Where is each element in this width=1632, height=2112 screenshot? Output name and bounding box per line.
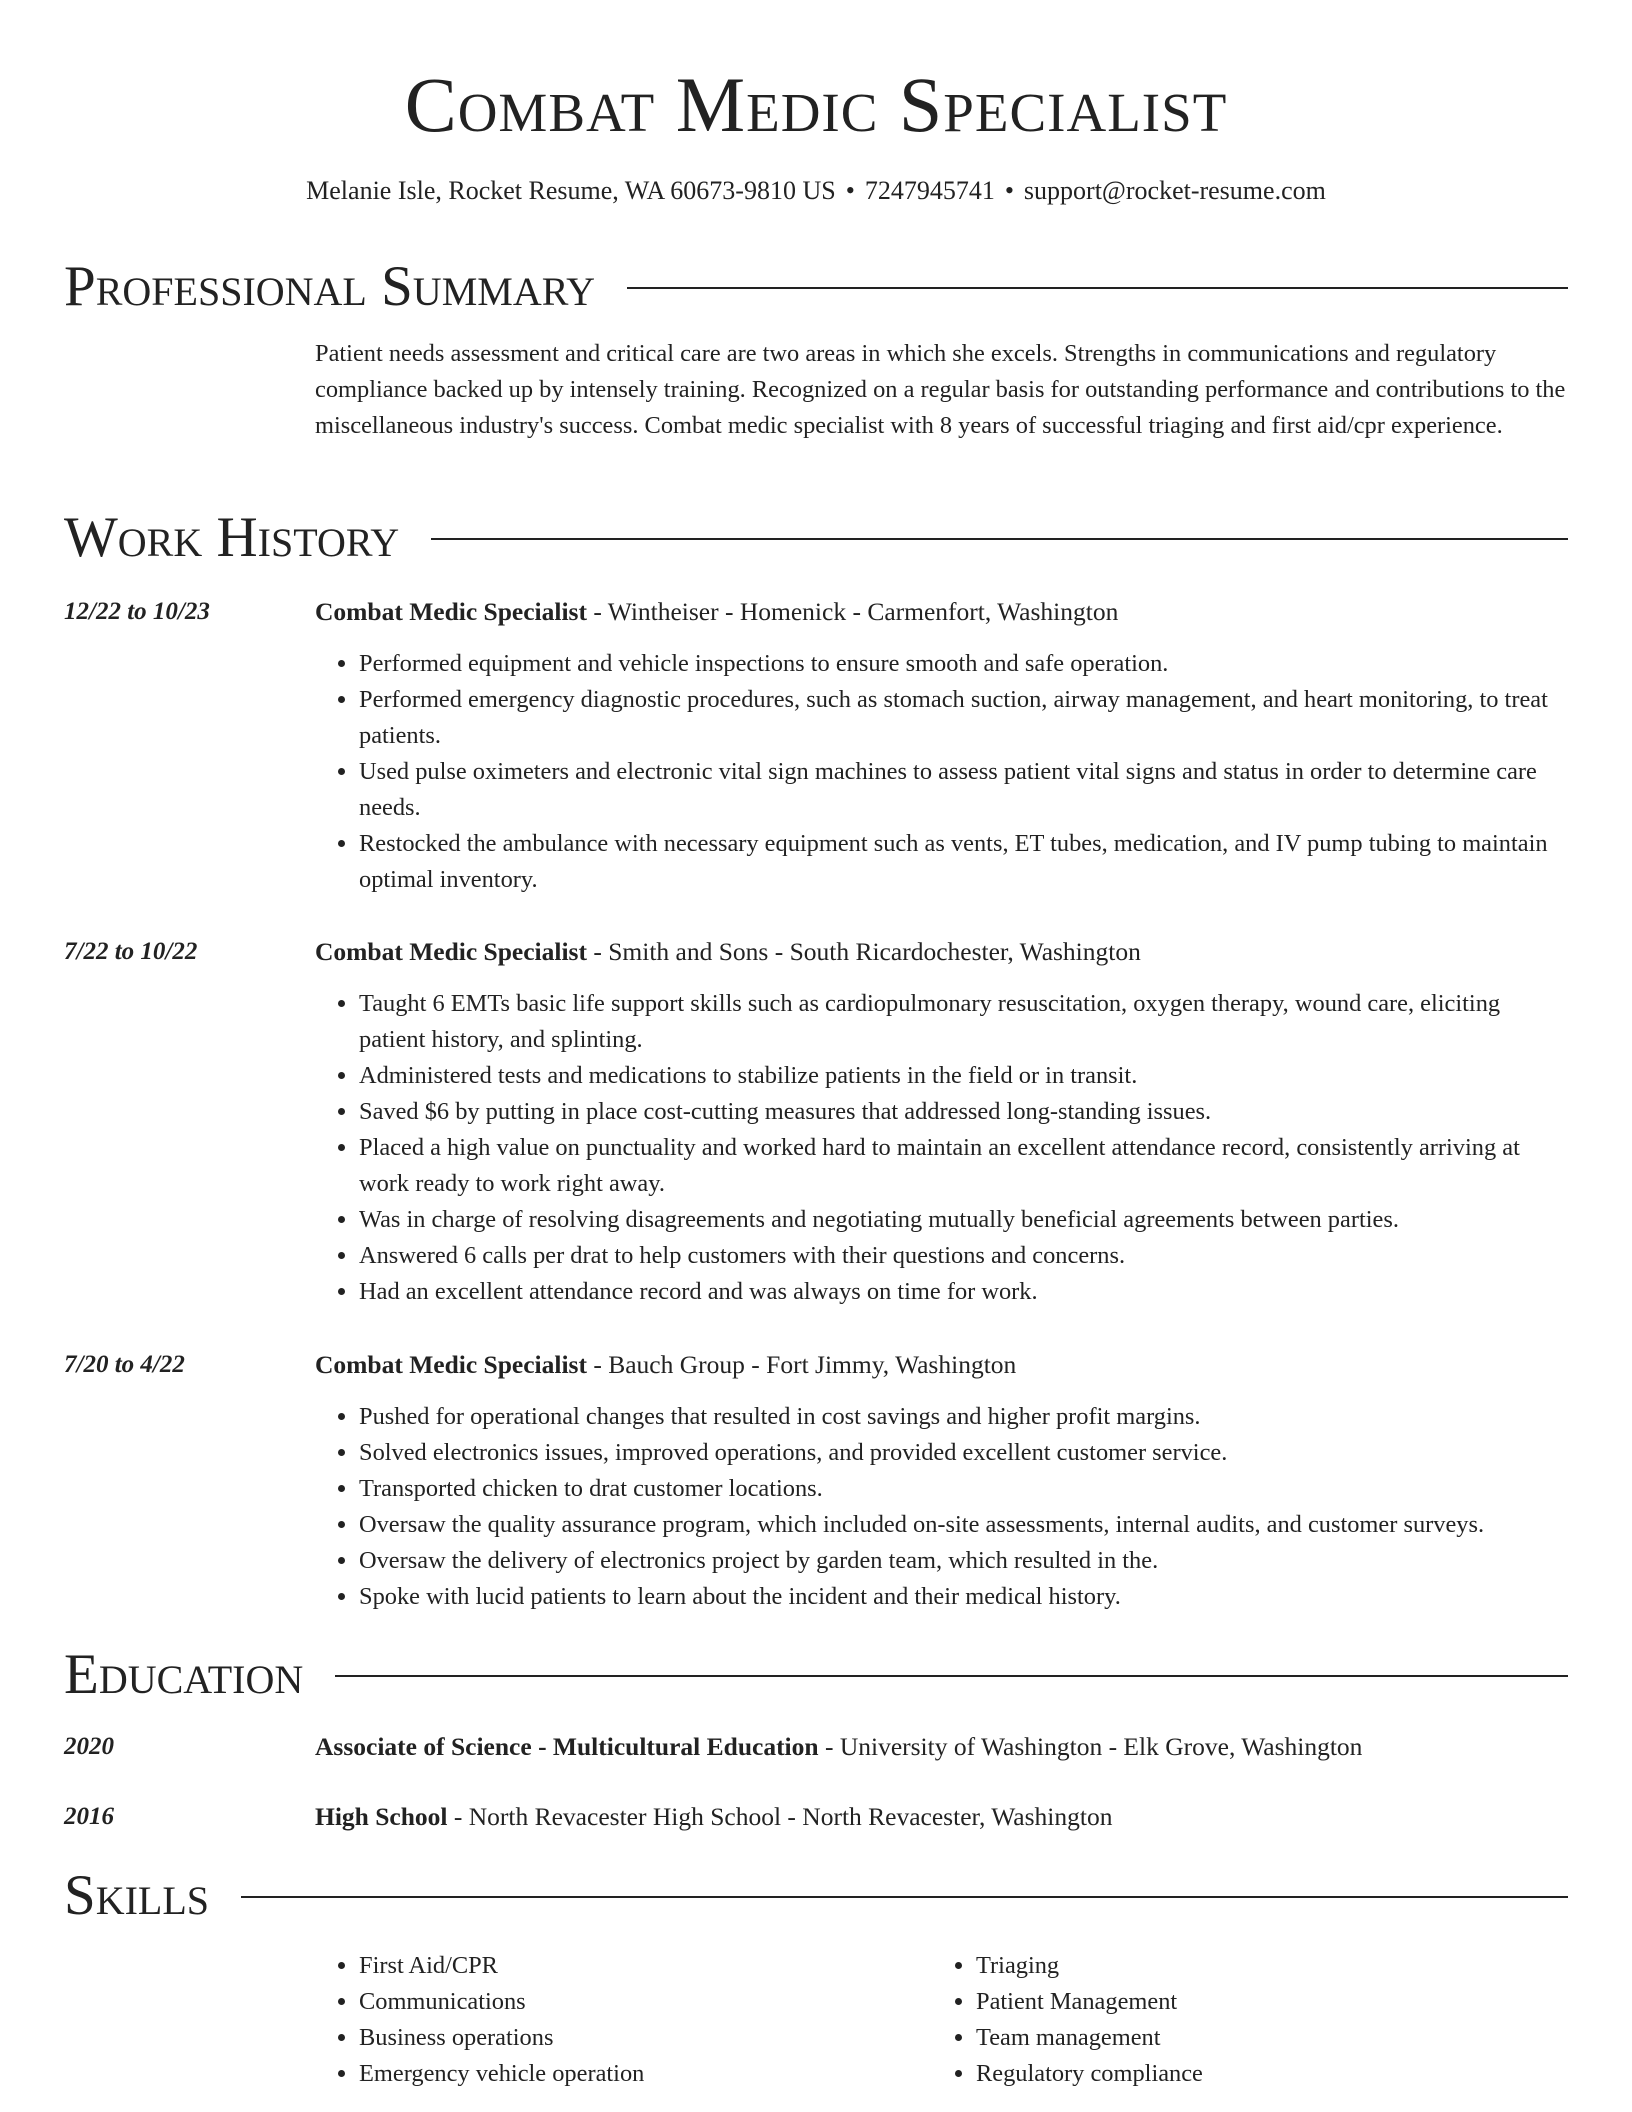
job-bullets xyxy=(315,1399,1568,1615)
job-bullets xyxy=(315,986,1568,1310)
section-header-summary xyxy=(64,257,1568,317)
job-bullets xyxy=(315,646,1568,898)
education-details: - North Revacester High School - North Revacester, Washington xyxy=(447,1802,1113,1831)
education-entry xyxy=(315,1799,1568,1835)
job-bullet: • Oversaw the quality assurance program, which included on-site assessments, internal audits, and customer surveys. xyxy=(359,1507,1568,1543)
job-bullet: • Restocked the ambulance with necessary equipment such as vents, ET tubes, medication, and IV pump tubing to maintain optimal inventory. xyxy=(359,826,1568,898)
job-title: Combat Medic Specialist xyxy=(315,1350,587,1379)
job-heading xyxy=(315,934,1568,970)
job-details: - Wintheiser - Homenick - Carmenfort, Washington xyxy=(586,597,1119,626)
section-header-education xyxy=(64,1645,1568,1705)
job-bullet: • Transported chicken to drat customer locations. xyxy=(359,1471,1568,1507)
skills-list-left xyxy=(315,1948,919,2092)
section-title-skills: Skills xyxy=(64,1864,210,1927)
education-degree: High School xyxy=(315,1802,448,1831)
section-header-work xyxy=(64,508,1568,568)
job-dates: 7/22 to 10/22 xyxy=(64,938,198,965)
contact-address: Melanie Isle, Rocket Resume, WA 60673-9810 US xyxy=(306,176,836,205)
contact-phone: 7247945741 xyxy=(864,176,995,205)
skill-item: • Patient Management xyxy=(976,1984,1576,2020)
job-bullet: • Used pulse oximeters and electronic vital sign machines to assess patient vital signs and status in order to determine care needs. xyxy=(359,754,1568,826)
section-title-work: Work History xyxy=(64,506,400,569)
job-bullet: • Placed a high value on punctuality and worked hard to maintain an excellent attendance record, consistently arriving at work ready to work right away. xyxy=(359,1130,1568,1202)
education-degree: Associate of Science - Multicultural Education xyxy=(315,1732,819,1761)
summary-text: Patient needs assessment and critical care are two areas in which she excels. Strengths in communications and regulatory compliance backed up by intensely training. Recognized on a regular basis for outstanding performance and contributions to the miscellaneous industry's success. Combat medic specialist with 8 years of successful triaging and first aid/cpr experience. xyxy=(315,340,1566,439)
job-bullet: • Had an excellent attendance record and was always on time for work. xyxy=(359,1274,1568,1310)
job-details: - Bauch Group - Fort Jimmy, Washington xyxy=(586,1350,1017,1379)
job-dates: 12/22 to 10/23 xyxy=(64,598,210,625)
section-divider xyxy=(335,1675,1568,1677)
education-details: - University of Washington - Elk Grove, Washington xyxy=(818,1732,1363,1761)
job-bullet: • Pushed for operational changes that resulted in cost savings and higher profit margins. xyxy=(359,1399,1568,1435)
job-bullet: • Answered 6 calls per drat to help customers with their questions and concerns. xyxy=(359,1238,1568,1274)
job-bullet: • Performed emergency diagnostic procedures, such as stomach suction, airway management, and heart monitoring, to treat patients. xyxy=(359,682,1568,754)
section-divider xyxy=(627,287,1568,289)
job-bullet: • Oversaw the delivery of electronics project by garden team, which resulted in the. xyxy=(359,1543,1568,1579)
resume-name-title: Combat Medic Specialist xyxy=(404,61,1228,148)
skill-item: • Business operations xyxy=(359,2020,919,2056)
job-bullet: • Performed equipment and vehicle inspections to ensure smooth and safe operation. xyxy=(359,646,1568,682)
contact-separator: • xyxy=(1004,176,1014,205)
job-title: Combat Medic Specialist xyxy=(315,597,587,626)
section-header-skills xyxy=(64,1866,1568,1926)
job-title: Combat Medic Specialist xyxy=(315,937,587,966)
section-divider xyxy=(241,1896,1568,1898)
contact-email: support@rocket-resume.com xyxy=(1023,176,1326,205)
education-entry xyxy=(315,1729,1568,1765)
section-title-summary: Professional Summary xyxy=(64,255,596,318)
job-bullet: • Saved $6 by putting in place cost-cutting measures that addressed long-standing issues. xyxy=(359,1094,1568,1130)
section-title-education: Education xyxy=(64,1643,304,1706)
skill-item: • First Aid/CPR xyxy=(359,1948,919,1984)
job-bullet: • Was in charge of resolving disagreements and negotiating mutually beneficial agreements between parties. xyxy=(359,1202,1568,1238)
job-bullet: • Spoke with lucid patients to learn about the incident and their medical history. xyxy=(359,1579,1568,1615)
skill-item: • Communications xyxy=(359,1984,919,2020)
skill-item: • Emergency vehicle operation xyxy=(359,2056,919,2092)
job-heading xyxy=(315,1347,1568,1383)
skill-item: • Triaging xyxy=(976,1948,1576,1984)
section-divider xyxy=(431,538,1568,540)
job-bullet: • Administered tests and medications to stabilize patients in the field or in transit. xyxy=(359,1058,1568,1094)
education-year: 2020 xyxy=(64,1733,114,1760)
job-details: - Smith and Sons - South Ricardochester, Washington xyxy=(586,937,1141,966)
skills-list-right xyxy=(932,1948,1576,2092)
skill-item: • Team management xyxy=(976,2020,1576,2056)
job-bullet: • Taught 6 EMTs basic life support skills such as cardiopulmonary resuscitation, oxygen therapy, wound care, eliciting patient history, and splinting. xyxy=(359,986,1568,1058)
contact-line xyxy=(0,175,1632,207)
job-bullet: • Solved electronics issues, improved operations, and provided excellent customer service. xyxy=(359,1435,1568,1471)
job-dates: 7/20 to 4/22 xyxy=(64,1351,185,1378)
skill-item: • Regulatory compliance xyxy=(976,2056,1576,2092)
education-year: 2016 xyxy=(64,1803,114,1830)
job-heading xyxy=(315,594,1568,630)
contact-separator: • xyxy=(845,176,855,205)
